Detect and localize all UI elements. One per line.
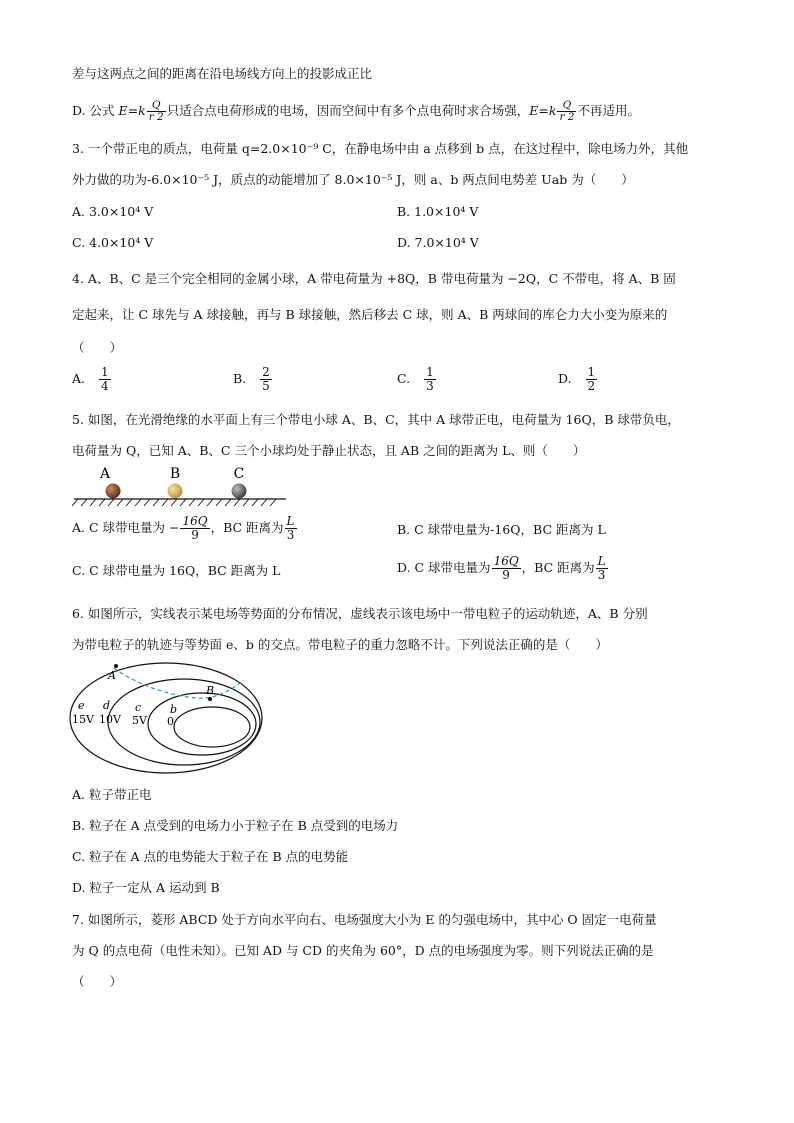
q3-option-a[interactable]: A. 3.0×10⁴ V	[72, 204, 154, 219]
q2-d-mid: 只适合点电荷形成的电场，因而空间中有多个点电荷时求合场强，	[166, 103, 530, 118]
hatch-mark	[180, 499, 186, 506]
q5-label-c: C	[233, 466, 245, 482]
q3-option-c[interactable]: C. 4.0×10⁴ V	[72, 235, 154, 250]
q6-letter-c: c	[135, 701, 142, 714]
q5-option-b[interactable]: B. C 球带电量为-16Q，BC 距离为 L	[397, 522, 606, 537]
q4-option-a-fraction: $\frac{1}{4}$	[101, 365, 109, 393]
q6-option-a[interactable]: A. 粒子带正电	[72, 787, 152, 802]
q6-letter-d: d	[103, 699, 111, 712]
q6-value-0: 0	[167, 715, 174, 728]
q6-stem-line2: 为带电粒子的轨迹与等势面 e、b 的交点。带电粒子的重力忽略不计。下列说法正确的是（ ）	[72, 637, 608, 652]
hatch-mark	[252, 499, 258, 506]
q5-ground-hatch	[72, 499, 276, 506]
q5-stem-line2: 电荷量为 Q，已知 A、B、C 三个小球均处于静止状态，且 AB 之间的距离为 L、则（ ）	[72, 443, 586, 458]
hatch-mark	[234, 499, 240, 506]
hatch-mark	[117, 499, 123, 506]
q3-option-b[interactable]: B. 1.0×10⁴ V	[397, 204, 479, 219]
hatch-mark	[207, 499, 213, 506]
q6-letter-b: b	[170, 703, 178, 716]
q2-d-fraction: $\frac{Q}{r 2}$	[148, 99, 164, 123]
hatch-mark	[162, 499, 168, 506]
q4-option-c-fraction: $\frac{1}{3}$	[426, 365, 434, 393]
q4-stem-line3: （ ）	[72, 340, 123, 355]
q6-letter-e: e	[78, 699, 85, 712]
q4-stem-line1: 4. A、B、C 是三个完全相同的金属小球，A 带电荷量为 +8Q，B 带电荷量为 −2Q，C 不带电，将 A、B 固	[72, 271, 676, 286]
q6-stem-line1: 6. 如图所示，实线表示某电场等势面的分布情况，虚线表示该电场中一带电粒子的运动轨迹，A、B 分别	[72, 606, 648, 621]
q6-surface-c	[148, 693, 256, 755]
q5-ball-b	[168, 484, 183, 499]
hatch-mark	[72, 499, 78, 506]
hatch-mark	[270, 499, 276, 506]
hatch-mark	[261, 499, 267, 506]
q5-ball-a	[106, 484, 121, 499]
hatch-mark	[108, 499, 114, 506]
q6-point-b-dot	[208, 697, 212, 701]
q6-value-10v: 10V	[99, 713, 121, 726]
q2-tail-text: 差与这两点之间的距离在沿电场线方向上的投影成正比	[72, 66, 373, 81]
hatch-mark	[81, 499, 87, 506]
q6-point-b-label: B	[206, 684, 215, 697]
hatch-mark	[243, 499, 249, 506]
q5-stem-line1: 5. 如图，在光滑绝缘的水平面上有三个带电小球 A、B、C，其中 A 球带正电，电荷量为 16Q，B 球带负电，	[72, 412, 680, 427]
q5-ball-c	[232, 484, 247, 499]
q2-d-formula2: E=k	[529, 103, 557, 118]
hatch-mark	[216, 499, 222, 506]
q3-option-d[interactable]: D. 7.0×10⁴ V	[397, 235, 479, 250]
hatch-mark	[126, 499, 132, 506]
q4-option-c[interactable]: C. $\frac{1}{3}$	[397, 365, 434, 393]
q5-option-a[interactable]: A. C 球带电量为 − $\frac{16Q}{9}$ ，BC 距离为 $\frac{L}{3}$	[72, 514, 295, 542]
q7-stem-line2: 为 Q 的点电荷（电性未知）。已知 AD 与 CD 的夹角为 60°，D 点的电场强度为零。则下列说法正确的是	[72, 943, 654, 958]
q6-diagram	[66, 660, 266, 778]
hatch-mark	[153, 499, 159, 506]
q6-surface-b	[174, 707, 250, 747]
hatch-mark	[225, 499, 231, 506]
q4-option-b[interactable]: B. $\frac{2}{5}$	[233, 365, 270, 393]
q4-option-d[interactable]: D. $\frac{1}{2}$	[558, 365, 596, 393]
q6-point-a-dot	[114, 664, 118, 668]
q5-diagram	[72, 464, 292, 508]
q5-label-a: A	[99, 466, 111, 482]
q6-value-15v: 15V	[72, 713, 94, 726]
q4-stem-line2: 定起来，让 C 球先与 A 球接触，再与 B 球接触，然后移去 C 球，则 A、B 两球间的库仑力大小变为原来的	[72, 307, 668, 322]
q4-option-b-fraction: $\frac{2}{5}$	[262, 365, 270, 393]
q7-stem-line1: 7. 如图所示，菱形 ABCD 处于方向水平向右、电场强度大小为 E 的匀强电场中，其中心 O 固定一电荷量	[72, 912, 657, 927]
q3-stem-line2: 外力做的功为-6.0×10⁻⁵ J，质点的动能增加了 8.0×10⁻⁵ J，则 a、b 两点间电势差 Uab 为（ ）	[72, 172, 634, 187]
hatch-mark	[99, 499, 105, 506]
q6-option-d[interactable]: D. 粒子一定从 A 运动到 B	[72, 880, 220, 895]
q5-option-c[interactable]: C. C 球带电量为 16Q，BC 距离为 L	[72, 563, 281, 578]
hatch-mark	[189, 499, 195, 506]
q2-d-suffix: 不再适用。	[577, 103, 640, 118]
q6-point-a-label: A	[108, 669, 116, 682]
q2-d-prefix: D. 公式	[72, 103, 119, 118]
q4-option-d-fraction: $\frac{1}{2}$	[587, 365, 596, 393]
q3-stem-line1: 3. 一个带正电的质点，电荷量 q=2.0×10⁻⁹ C，在静电场中由 a 点移到 b 点，在这过程中，除电场力外，其他	[72, 141, 689, 156]
q6-option-c[interactable]: C. 粒子在 A 点的电势能大于粒子在 B 点的电势能	[72, 849, 349, 864]
q2-d-formula: E=k	[118, 103, 146, 118]
q2-d-fraction2: $\frac{Q}{r 2}$	[559, 99, 575, 123]
q6-particle-path	[114, 668, 244, 698]
hatch-mark	[171, 499, 177, 506]
q2-option-d	[72, 100, 640, 123]
hatch-mark	[198, 499, 204, 506]
q6-surface-d	[108, 679, 260, 765]
q7-stem-line3: （ ）	[72, 974, 123, 989]
q6-option-b[interactable]: B. 粒子在 A 点受到的电场力小于粒子在 B 点受到的电场力	[72, 818, 399, 833]
q4-option-a[interactable]: A. $\frac{1}{4}$	[72, 365, 109, 393]
q6-value-5v: 5V	[132, 714, 147, 727]
hatch-mark	[144, 499, 150, 506]
hatch-mark	[90, 499, 96, 506]
q5-option-d[interactable]: D. C 球带电量为 $\frac{16Q}{9}$ ，BC 距离为 $\frac{L}{3}$	[397, 554, 606, 582]
hatch-mark	[135, 499, 141, 506]
q5-label-b: B	[169, 466, 181, 482]
